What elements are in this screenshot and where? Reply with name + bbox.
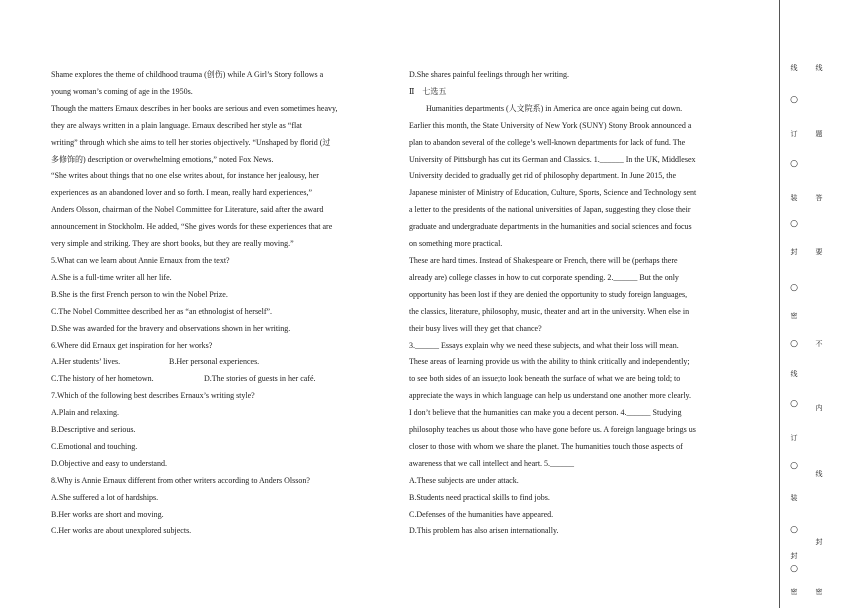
option-row [51,354,396,371]
text-line: 6.Where did Ernaux get inspiration for her works? [51,340,213,350]
passage-line: already are) college classes in how to cut corporate spending. 2.______ But the only [409,272,679,282]
binding-char: 不 [815,340,823,348]
text-line: C.Emotional and touching. [51,441,138,451]
passage-line: appreciate the ways in which language can help us understand one another more clearly. [409,391,692,401]
right-column [409,67,764,540]
binding-char: 线 [815,64,823,72]
passage-line: to see both sides of an issue;to look beneath the surface of what we are being told; to [409,374,681,384]
text-line: writing” through which she aims to tell her stories objectively. “Unshaped by florid (过 [51,137,331,147]
cloze-option: C.Defenses of the humanities have appeared. [409,509,554,519]
binding-char: 密 [815,588,823,596]
binding-char: 题 [815,130,823,138]
binding-char: 封 [790,248,798,256]
text-line: 5.What can we learn about Annie Ernaux from the text? [51,255,230,265]
binding-circle: ○ [790,283,798,293]
section-heading: Ⅱ 七选五 [409,86,447,96]
text-line: B.Her works are short and moving. [51,509,164,519]
binding-char: 密 [790,312,798,320]
text-line: B.Descriptive and serious. [51,425,136,435]
option-row [51,371,396,388]
text-line: 8.Why is Annie Ernaux different from other writers according to Anders Olsson? [51,475,310,485]
binding-circle: ○ [790,339,798,349]
passage-line: I don’t believe that the humanities can make you a decent person. 4.______ Studying [409,408,682,418]
text-line: D.She was awarded for the bravery and observations shown in her writing. [51,323,291,333]
binding-char: 封 [790,552,798,560]
cloze-option: B.Students need practical skills to find jobs. [409,492,550,502]
answer-option: C.The history of her hometown. [51,374,154,384]
text-line: they are always written in a plain language. Ernaux described her style as “flat [51,120,303,130]
answer-option: B.Her personal experiences. [169,357,260,367]
passage-line: 3.______ Essays explain why we need these subjects, and what their loss will mean. [409,340,679,350]
binding-circle: ○ [790,95,798,105]
cloze-option: A.These subjects are under attack. [409,475,519,485]
binding-char: 装 [790,194,798,202]
question-6-options [51,354,396,388]
cloze-options [409,473,764,541]
passage-line: University decided to gradually get rid of philosophy department. In June 2015, the [409,171,677,181]
text-line: Anders Olsson, chairman of the Nobel Committee for Literature, said after the award [51,205,324,215]
binding-marks-outer [784,0,804,608]
passage-line: graduate and undergraduate departments in the humanities and social sciences and focus [409,222,692,232]
binding-marks-inner [809,0,829,608]
binding-circle: ○ [790,564,798,574]
binding-line [779,0,780,608]
text-line: A.Plain and relaxing. [51,408,119,418]
text-line: D.Objective and easy to understand. [51,458,167,468]
binding-char: 答 [815,194,823,202]
binding-char: 内 [815,404,823,412]
passage-line: their busy lives will they get that chance? [409,323,542,333]
binding-char: 线 [790,370,798,378]
binding-char: 订 [790,434,798,442]
passage-line: on something more practical. [409,239,503,249]
text-line: Shame explores the theme of childhood trauma (创伤) while A Girl’s Story follows a [51,70,324,79]
cloze-option: D.This problem has also arisen internationally. [409,526,559,536]
text-line: 7.Which of the following best describes Ernaux’s writing style? [51,391,255,401]
answer-option: D.The stories of guests in her café. [204,374,316,384]
text-line: experiences as an abandoned lover and so forth. I mean, really hard experiences,” [51,188,312,198]
text-line: B.She is the first French person to win the Nobel Prize. [51,289,228,299]
binding-char: 密 [790,588,798,596]
binding-circle: ○ [790,461,798,471]
text-line: A.She suffered a lot of hardships. [51,492,159,502]
binding-circle: ○ [790,159,798,169]
binding-circle: ○ [790,219,798,229]
binding-char: 要 [815,248,823,256]
binding-char: 订 [790,130,798,138]
text-line: young woman’s coming of age in the 1950s. [51,86,193,96]
binding-char: 封 [815,538,823,546]
text-line: C.The Nobel Committee described her as “an ethnologist of herself”. [51,306,273,316]
passage-line: Japanese minister of Ministry of Education, Culture, Sports, Science and Technology sent [409,188,697,198]
passage-line: opportunity has been lost if they are denied the opportunity to study foreign languages, [409,289,688,299]
passage-line: University of Pittsburgh has cut its German and Classics. 1.______ In the UK, Middlesex [409,154,696,164]
text-line: C.Her works are about unexplored subjects. [51,526,192,536]
left-text-tail [51,388,396,540]
answer-option: A.Her students’ lives. [51,357,121,367]
text-line: announcement in Stockholm. He added, “She gives words for these experiences that are [51,222,333,232]
passage-line: the classics, literature, philosophy, music, theater and art in the university. When else in [409,306,690,316]
binding-char: 装 [790,494,798,502]
passage-line: closer to those with whom we share the planet. The humanities touch those aspects of [409,441,683,451]
passage-line: These areas of learning provide us with the ability to think critically and independently; [409,357,690,367]
left-column [51,67,396,540]
passage-line: Humanities departments (人文院系) in America are once again being cut down. [426,103,683,113]
text-line: Though the matters Ernaux describes in her books are serious and even sometimes heavy, [51,103,338,113]
passage-line: These are hard times. Instead of Shakespeare or French, there will be (perhaps there [409,255,678,265]
binding-char: 线 [790,64,798,72]
text-line: very simple and striking. They are short books, but they are really moving.” [51,239,294,249]
binding-circle: ○ [790,399,798,409]
left-text-block [51,67,396,354]
text-line: “She writes about things that no one else writes about, for instance her jealousy, her [51,171,319,181]
question-8-option-d: D.She shares painful feelings through her writing. [409,70,569,79]
passage-line: Earlier this month, the State University of New York (SUNY) Stony Brook announced a [409,120,692,130]
binding-circle: ○ [790,525,798,535]
passage-line: philosophy teaches us about those who have gone before us. A foreign language brings us [409,425,696,435]
passage-line: plan to abandon several of the college’s well-known departments for lack of fund. The [409,137,686,147]
reading-passage [409,101,764,473]
binding-char: 线 [815,470,823,478]
passage-line: a letter to the presidents of the national universities of Japan, suggesting they close their [409,205,691,215]
passage-line: awareness that we call intellect and heart. 5.______ [409,458,575,468]
text-line: A.She is a full-time writer all her life. [51,272,172,282]
text-line: 多修饰的) description or overwhelming emotions,” noted Fox News. [51,154,274,164]
